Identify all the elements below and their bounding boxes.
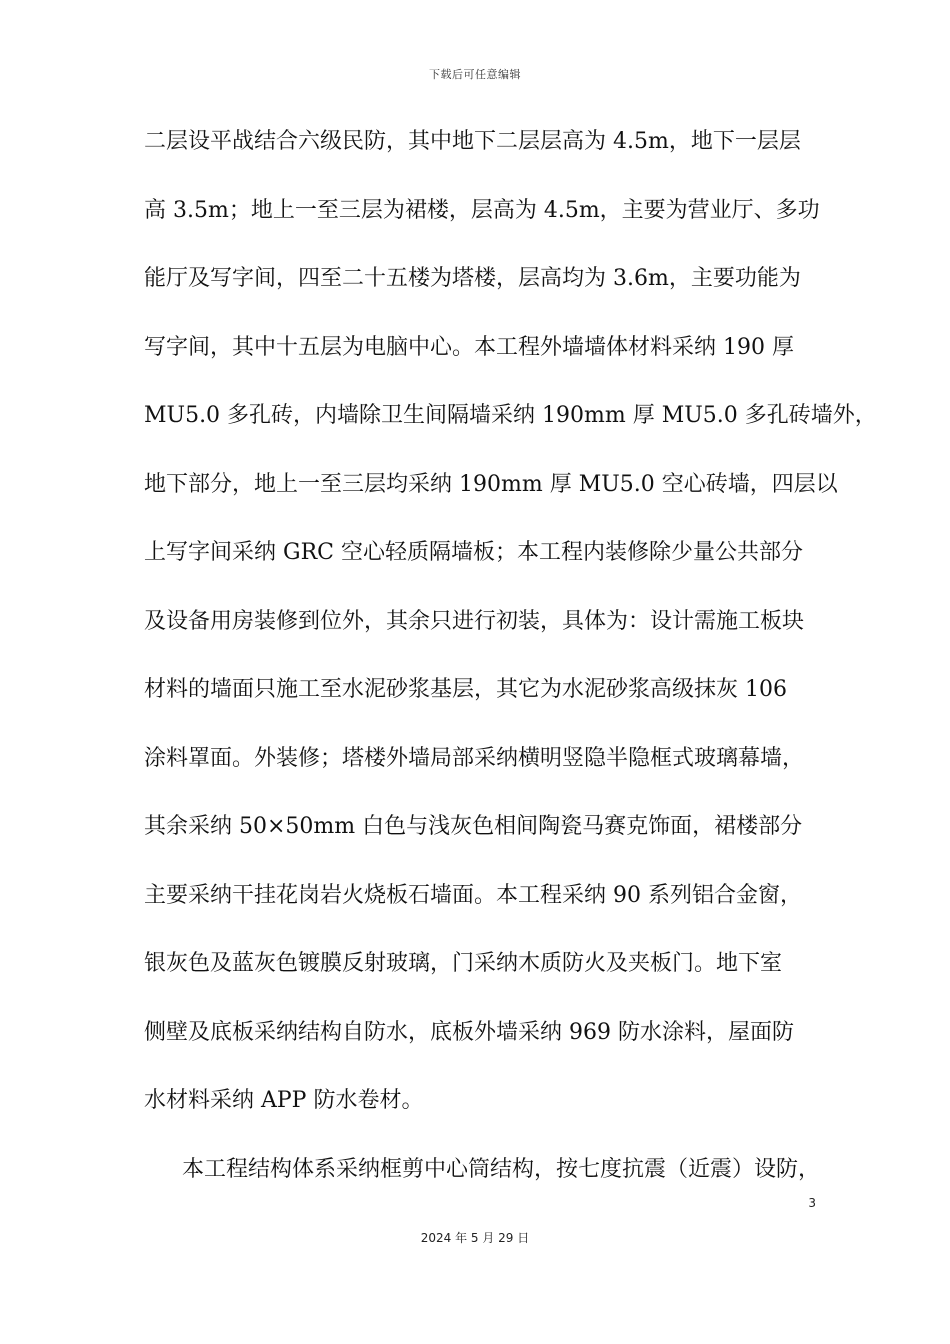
body-text	[144, 120, 877, 1216]
paragraph-line: 银灰色及蓝灰色镀膜反射玻璃，门采纳木质防火及夹板门。地下室	[144, 951, 783, 976]
paragraph-line: 写字间，其中十五层为电脑中心。本工程外墙墙体材料采纳 190 厚	[144, 334, 794, 360]
paragraph-line: 上写字间采纳 GRC 空心轻质隔墙板；本工程内装修除少量公共部分	[144, 540, 803, 565]
paragraph-line: 二层设平战结合六级民防，其中地下二层层高为 4.5m，地下一层层	[144, 129, 801, 154]
paragraph-line: 主要采纳干挂花岗岩火烧板石墙面。本工程采纳 90 系列铝合金窗，	[144, 882, 802, 908]
paragraph-line-indented: 本工程结构体系采纳框剪中心筒结构，按七度抗震（近震）设防，	[182, 1156, 821, 1182]
paragraph-line: 材料的墙面只施工至水泥砂浆基层，其它为水泥砂浆高级抹灰 106	[144, 677, 787, 702]
paragraph-line: 能厅及写字间，四至二十五楼为塔楼，层高均为 3.6m，主要功能为	[144, 266, 801, 291]
paragraph-line: 地下部分，地上一至三层均采纳 190mm 厚 MU5.0 空心砖墙，四层以	[144, 471, 838, 497]
page-header: 下载后可任意编辑	[429, 68, 521, 81]
paragraph-line: 涂料罩面。外装修；塔楼外墙局部采纳横明竖隐半隐框式玻璃幕墙，	[144, 745, 805, 771]
paragraph-line: 高 3.5m；地上一至三层为裙楼，层高为 4.5m，主要为营业厅、多功	[144, 197, 820, 223]
footer-date: 2024 年 5 月 29 日	[420, 1231, 530, 1245]
paragraph-line: MU5.0 多孔砖，内墙除卫生间隔墙采纳 190mm 厚 MU5.0 多孔砖墙外，	[144, 403, 877, 428]
paragraph-line: 及设备用房装修到位外，其余只进行初装，具体为：设计需施工板块	[144, 608, 805, 634]
paragraph-line: 水材料采纳 APP 防水卷材。	[144, 1088, 424, 1113]
paragraph-line: 其余采纳 50×50mm 白色与浅灰色相间陶瓷马赛克饰面，裙楼部分	[144, 814, 803, 839]
page-number: 3	[808, 1196, 816, 1210]
paragraph-line: 侧壁及底板采纳结构自防水，底板外墙采纳 969 防水涂料，屋面防	[144, 1019, 794, 1045]
